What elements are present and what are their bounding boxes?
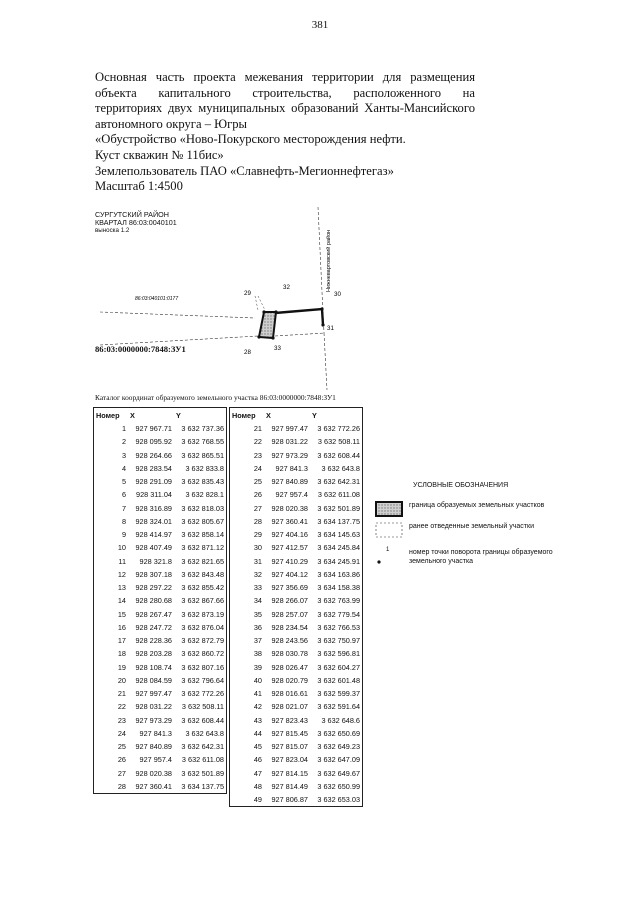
- x-coordinate-cell: 928 316.89: [135, 503, 172, 513]
- y-coordinate-cell: 3 632 608.44: [317, 450, 360, 460]
- x-coordinate-cell: 928 257.07: [271, 609, 308, 619]
- point-number-cell: 36: [253, 622, 262, 632]
- point-number-cell: 48: [253, 781, 262, 791]
- table-row: [94, 462, 227, 475]
- district-label: Нижневартовский район: [326, 229, 332, 292]
- parcel-boundary-line: [275, 333, 325, 336]
- y-coordinate-cell: 3 632 642.31: [181, 742, 224, 752]
- y-coordinate-cell: 3 632 772.26: [317, 424, 360, 434]
- table-row: [94, 674, 227, 687]
- table-row: [230, 555, 363, 568]
- point-number-cell: 8: [121, 516, 126, 526]
- point-number-cell: 38: [253, 649, 262, 659]
- header-y: Y: [312, 410, 317, 420]
- point-number-cell: 24: [117, 728, 126, 738]
- scale-label: Масштаб 1:4500: [95, 179, 183, 194]
- turning-point: [274, 310, 277, 313]
- formed-boundary-symbol: [375, 501, 403, 517]
- y-coordinate-cell: 3 632 650.69: [317, 728, 360, 738]
- y-coordinate-cell: 3 632 843.48: [181, 569, 224, 579]
- header-number: Номер: [232, 410, 256, 420]
- point-number-cell: 23: [253, 450, 262, 460]
- point-number-cell: 17: [117, 636, 126, 646]
- point-number-cell: 28: [253, 516, 262, 526]
- x-coordinate-cell: 928 228.36: [135, 636, 172, 646]
- formed-plot: [259, 312, 276, 338]
- table-row: [94, 449, 227, 462]
- table-row: [94, 687, 227, 700]
- y-coordinate-cell: 3 632 648.6: [321, 715, 360, 725]
- point-number-cell: 4: [121, 463, 126, 473]
- point-number-cell: 37: [253, 636, 262, 646]
- point-number-cell: 9: [121, 530, 126, 540]
- point-number-cell: 35: [253, 609, 262, 619]
- table-row: [230, 661, 363, 674]
- table-row: [230, 435, 363, 448]
- point-number-cell: 40: [253, 675, 262, 685]
- table-row: [230, 621, 363, 634]
- y-coordinate-cell: 3 632 779.54: [317, 609, 360, 619]
- table-row: [94, 780, 227, 794]
- header-x: X: [266, 410, 271, 420]
- title-line-1: Основная часть проекта межевания территории для размещения: [95, 70, 475, 84]
- x-coordinate-cell: 927 997.47: [271, 424, 308, 434]
- x-coordinate-cell: 928 324.01: [135, 516, 172, 526]
- table-row: [94, 647, 227, 660]
- x-coordinate-cell: 928 307.18: [135, 569, 172, 579]
- x-coordinate-cell: 927 410.29: [271, 556, 308, 566]
- legend-point-number: 1: [386, 547, 390, 553]
- table-row: [230, 647, 363, 660]
- table-row: [94, 541, 227, 554]
- turning-point: [321, 323, 324, 326]
- point-number-cell: 21: [117, 689, 126, 699]
- point-number-cell: 10: [117, 543, 126, 553]
- point-number-cell: 18: [117, 649, 126, 659]
- y-coordinate-cell: 3 634 137.75: [317, 516, 360, 526]
- table-row: [94, 634, 227, 647]
- table-row: [94, 568, 227, 581]
- table-row: [230, 714, 363, 727]
- table-row: [230, 462, 363, 475]
- table-row: [94, 608, 227, 621]
- table-row: [94, 581, 227, 594]
- x-coordinate-cell: 927 360.41: [135, 781, 172, 791]
- x-coordinate-cell: 927 997.47: [135, 689, 172, 699]
- x-coordinate-cell: 928 280.68: [135, 596, 172, 606]
- y-coordinate-cell: 3 632 796.64: [181, 675, 224, 685]
- x-coordinate-cell: 927 815.45: [271, 728, 308, 738]
- header-x: X: [130, 410, 135, 420]
- y-coordinate-cell: 3 634 158.38: [317, 583, 360, 593]
- y-coordinate-cell: 3 632 805.67: [181, 516, 224, 526]
- y-coordinate-cell: 3 634 245.91: [317, 556, 360, 566]
- x-coordinate-cell: 928 020.38: [135, 768, 172, 778]
- table-row: [94, 502, 227, 515]
- x-coordinate-cell: 928 095.92: [135, 437, 172, 447]
- x-coordinate-cell: 927 360.41: [271, 516, 308, 526]
- y-coordinate-cell: 3 634 137.75: [181, 781, 224, 791]
- point-number-cell: 41: [253, 689, 262, 699]
- title-line-6: Куст скважин № 11бис»: [95, 147, 224, 162]
- point-number-cell: 26: [117, 755, 126, 765]
- y-coordinate-cell: 3 632 599.37: [317, 689, 360, 699]
- y-coordinate-cell: 3 632 872.79: [181, 636, 224, 646]
- x-coordinate-cell: 927 356.69: [271, 583, 308, 593]
- point-number-cell: 19: [117, 662, 126, 672]
- table-row: [230, 502, 363, 515]
- point-number-cell: 26: [253, 490, 262, 500]
- x-coordinate-cell: 928 266.07: [271, 596, 308, 606]
- x-coordinate-cell: 927 823.43: [271, 715, 308, 725]
- point-number-cell: 45: [253, 742, 262, 752]
- header-y: Y: [176, 410, 181, 420]
- y-coordinate-cell: 3 632 873.19: [181, 609, 224, 619]
- y-coordinate-cell: 3 632 604.27: [317, 662, 360, 672]
- title-line-4: автономного округа – Югры: [95, 116, 248, 131]
- coordinates-table-1: [93, 407, 227, 794]
- x-coordinate-cell: 928 030.78: [271, 649, 308, 659]
- x-coordinate-cell: 928 264.66: [135, 450, 172, 460]
- x-coordinate-cell: 927 957.4: [275, 490, 308, 500]
- point-number-cell: 14: [117, 596, 126, 606]
- x-coordinate-cell: 928 016.61: [271, 689, 308, 699]
- x-coordinate-cell: 928 026.47: [271, 662, 308, 672]
- x-coordinate-cell: 928 020.38: [271, 503, 308, 513]
- y-coordinate-cell: 3 632 818.03: [181, 503, 224, 513]
- y-coordinate-cell: 3 632 501.89: [317, 503, 360, 513]
- table-row: [230, 700, 363, 713]
- x-coordinate-cell: 928 311.04: [136, 490, 172, 500]
- point-number-cell: 33: [253, 583, 262, 593]
- y-coordinate-cell: 3 632 821.65: [181, 556, 224, 566]
- title-line-5: «Обустройство «Ново-Покурского месторождения нефти.: [95, 132, 406, 147]
- table-row: [230, 541, 363, 554]
- table-row: [94, 528, 227, 541]
- table-header-row: [230, 408, 363, 423]
- table-row: [94, 475, 227, 488]
- table-row: [230, 581, 363, 594]
- point-number-cell: 11: [118, 556, 126, 566]
- point-number-cell: 7: [121, 503, 126, 513]
- x-coordinate-cell: 928 267.47: [135, 609, 172, 619]
- x-coordinate-cell: 927 412.57: [271, 543, 308, 553]
- y-coordinate-cell: 3 632 833.8: [185, 463, 224, 473]
- x-coordinate-cell: 927 814.15: [271, 768, 308, 778]
- parcel-boundary-line: [100, 312, 255, 318]
- x-coordinate-cell: 928 108.74: [135, 662, 172, 672]
- x-coordinate-cell: 928 283.54: [135, 463, 172, 473]
- legend-item-label: граница образуемых земельных участков: [409, 502, 545, 509]
- x-coordinate-cell: 928 321.8: [139, 556, 172, 566]
- point-number-cell: 30: [253, 543, 262, 553]
- legend-title: УСЛОВНЫЕ ОБОЗНАЧЕНИЯ: [413, 482, 509, 489]
- point-number-cell: 3: [121, 450, 126, 460]
- table-row: [94, 767, 227, 780]
- table-row: [230, 727, 363, 740]
- plot-id-label: 86:03:0000000:7848:ЗУ1: [95, 344, 186, 354]
- x-coordinate-cell: 927 973.29: [135, 715, 172, 725]
- y-coordinate-cell: 3 632 649.67: [317, 768, 360, 778]
- y-coordinate-cell: 3 632 642.31: [317, 477, 360, 487]
- y-coordinate-cell: 3 632 508.11: [317, 437, 360, 447]
- y-coordinate-cell: 3 632 643.8: [321, 463, 360, 473]
- turning-point: [262, 310, 265, 313]
- point-number-cell: 34: [253, 596, 262, 606]
- point-number-cell: 25: [117, 742, 126, 752]
- point-label: 31: [327, 325, 334, 332]
- x-coordinate-cell: 928 234.54: [271, 622, 308, 632]
- point-number-cell: 27: [253, 503, 262, 513]
- y-coordinate-cell: 3 632 828.1: [185, 490, 224, 500]
- y-coordinate-cell: 3 632 608.44: [181, 715, 224, 725]
- y-coordinate-cell: 3 632 653.03: [317, 795, 360, 805]
- x-coordinate-cell: 928 021.07: [271, 702, 308, 712]
- parcel-boundary-line: [324, 333, 327, 390]
- page-number: 381: [311, 19, 329, 31]
- table-row: [94, 700, 227, 713]
- table-row: [230, 488, 363, 501]
- point-number-cell: 39: [253, 662, 262, 672]
- point-number-cell: 12: [117, 569, 126, 579]
- y-coordinate-cell: 3 632 763.99: [317, 596, 360, 606]
- point-number-cell: 16: [117, 622, 126, 632]
- table-row: [230, 780, 363, 793]
- parcel-boundary-line: [255, 296, 258, 310]
- x-coordinate-cell: 928 084.59: [135, 675, 172, 685]
- x-coordinate-cell: 928 407.49: [135, 543, 172, 553]
- turning-point: [271, 336, 274, 339]
- y-coordinate-cell: 3 632 855.42: [181, 583, 224, 593]
- y-coordinate-cell: 3 632 501.89: [181, 768, 224, 778]
- point-number-cell: 23: [117, 715, 126, 725]
- y-coordinate-cell: 3 632 876.04: [181, 622, 224, 632]
- point-number-cell: 46: [253, 755, 262, 765]
- y-coordinate-cell: 3 632 508.11: [181, 702, 224, 712]
- y-coordinate-cell: 3 632 591.64: [317, 702, 360, 712]
- point-label: 33: [274, 345, 281, 352]
- x-coordinate-cell: 927 806.87: [271, 795, 308, 805]
- x-coordinate-cell: 927 967.71: [135, 424, 172, 434]
- point-number-cell: 32: [253, 569, 262, 579]
- table-row: [94, 435, 227, 448]
- table-row: [94, 714, 227, 727]
- y-coordinate-cell: 3 632 860.72: [181, 649, 224, 659]
- point-number-cell: 15: [117, 609, 126, 619]
- table-row: [230, 594, 363, 607]
- point-number-cell: 47: [253, 768, 262, 778]
- y-coordinate-cell: 3 632 737.36: [181, 424, 224, 434]
- x-coordinate-cell: 927 841.3: [139, 728, 172, 738]
- point-label: 28: [244, 349, 251, 356]
- point-number-cell: 5: [121, 477, 126, 487]
- table-row: [94, 594, 227, 607]
- header-number: Номер: [96, 410, 120, 420]
- x-coordinate-cell: 928 297.22: [135, 583, 172, 593]
- title-line-7: Землепользователь ПАО «Славнефть-Мегионнефтегаз»: [95, 163, 394, 178]
- point-label: 32: [283, 284, 290, 291]
- table-row: [230, 608, 363, 621]
- y-coordinate-cell: 3 632 835.43: [181, 477, 224, 487]
- x-coordinate-cell: 928 291.09: [135, 477, 172, 487]
- table-row: [230, 753, 363, 766]
- x-coordinate-cell: 928 243.56: [271, 636, 308, 646]
- region-label: СУРГУТСКИЙ РАЙОН: [95, 210, 169, 219]
- table-row: [94, 753, 227, 766]
- allotted-parcel-symbol: [375, 522, 403, 538]
- x-coordinate-cell: 928 020.79: [271, 675, 308, 685]
- table-row: [230, 515, 363, 528]
- y-coordinate-cell: 3 634 145.63: [317, 530, 360, 540]
- x-coordinate-cell: 927 840.89: [271, 477, 308, 487]
- y-coordinate-cell: 3 632 611.08: [317, 490, 360, 500]
- legend-item-label: номер точки поворота границы образуемого земельного участка: [409, 549, 553, 565]
- y-coordinate-cell: 3 632 643.8: [185, 728, 224, 738]
- table-row: [94, 661, 227, 674]
- x-coordinate-cell: 927 814.49: [271, 781, 308, 791]
- table-row: [230, 449, 363, 462]
- x-coordinate-cell: 927 957.4: [139, 755, 172, 765]
- point-number-cell: 1: [121, 424, 126, 434]
- y-coordinate-cell: 3 632 647.09: [317, 755, 360, 765]
- x-coordinate-cell: 927 841.3: [275, 463, 308, 473]
- table-row: [94, 488, 227, 501]
- point-number-cell: 22: [253, 437, 262, 447]
- district-boundary-line: [318, 207, 322, 292]
- y-coordinate-cell: 3 632 601.48: [317, 675, 360, 685]
- point-number-cell: 20: [117, 675, 126, 685]
- x-coordinate-cell: 928 203.28: [135, 649, 172, 659]
- table-row: [94, 555, 227, 568]
- title-line-2: объекта капитального строительства, расположенного на: [95, 85, 475, 100]
- table-row: [230, 422, 363, 435]
- catalog-caption: Каталог координат образуемого земельного участка 86:03:0000000:7848:ЗУ1: [95, 393, 336, 402]
- point-number-cell: 31: [253, 556, 262, 566]
- point-number-cell: 21: [253, 424, 262, 434]
- x-coordinate-cell: 927 815.07: [271, 742, 308, 752]
- y-coordinate-cell: 3 632 766.53: [317, 622, 360, 632]
- point-label: 30: [334, 291, 341, 298]
- table-row: [230, 475, 363, 488]
- parcel-boundary-line: [258, 296, 265, 310]
- point-number-cell: 43: [253, 715, 262, 725]
- access-road-boundary: [275, 309, 323, 325]
- title-line-3: территориях двух муниципальных образований Ханты-Мансийского: [95, 101, 475, 116]
- x-coordinate-cell: 928 031.22: [135, 702, 172, 712]
- coordinates-table-2: [229, 407, 363, 807]
- table-row: [94, 727, 227, 740]
- x-coordinate-cell: 928 247.72: [135, 622, 172, 632]
- table-row: [230, 740, 363, 753]
- x-coordinate-cell: 927 404.12: [271, 569, 308, 579]
- callout-label: выноска 1.2: [95, 227, 130, 234]
- table-row: [94, 621, 227, 634]
- table-row: [94, 422, 227, 435]
- point-number-cell: 29: [253, 530, 262, 540]
- x-coordinate-cell: 927 404.16: [271, 530, 308, 540]
- y-coordinate-cell: 3 632 871.12: [181, 543, 224, 553]
- y-coordinate-cell: 3 632 650.99: [317, 781, 360, 791]
- point-number-cell: 42: [253, 702, 262, 712]
- table-row: [230, 528, 363, 541]
- quarter-label: КВАРТАЛ 86:03:0040101: [95, 218, 177, 227]
- table-row: [94, 740, 227, 753]
- point-number-cell: 27: [117, 768, 126, 778]
- table-row: [230, 568, 363, 581]
- point-number-cell: 22: [117, 702, 126, 712]
- point-number-cell: 6: [121, 490, 126, 500]
- y-coordinate-cell: 3 632 867.66: [181, 596, 224, 606]
- turning-point: [257, 335, 260, 338]
- y-coordinate-cell: 3 632 750.97: [317, 636, 360, 646]
- y-coordinate-cell: 3 632 858.14: [181, 530, 224, 540]
- y-coordinate-cell: 3 632 807.16: [181, 662, 224, 672]
- x-coordinate-cell: 927 973.29: [271, 450, 308, 460]
- x-coordinate-cell: 927 840.89: [135, 742, 172, 752]
- point-number-cell: 25: [253, 477, 262, 487]
- x-coordinate-cell: 928 414.97: [135, 530, 172, 540]
- turning-point: [320, 307, 323, 310]
- y-coordinate-cell: 3 634 163.86: [317, 569, 360, 579]
- table-row: [230, 634, 363, 647]
- parcel-number-label: 86:03:040101:0177: [135, 296, 179, 302]
- y-coordinate-cell: 3 634 245.84: [317, 543, 360, 553]
- cadastral-map: [0, 0, 640, 400]
- point-number-cell: 24: [253, 463, 262, 473]
- y-coordinate-cell: 3 632 865.51: [181, 450, 224, 460]
- x-coordinate-cell: 927 823.04: [271, 755, 308, 765]
- point-number-cell: 2: [121, 437, 126, 447]
- table-row: [230, 767, 363, 780]
- point-number-cell: 13: [117, 583, 126, 593]
- y-coordinate-cell: 3 632 772.26: [181, 689, 224, 699]
- table-row: [230, 687, 363, 700]
- y-coordinate-cell: 3 632 596.81: [317, 649, 360, 659]
- y-coordinate-cell: 3 632 768.55: [181, 437, 224, 447]
- y-coordinate-cell: 3 632 649.23: [317, 742, 360, 752]
- table-row: [230, 793, 363, 807]
- x-coordinate-cell: 928 031.22: [271, 437, 308, 447]
- table-row: [94, 515, 227, 528]
- point-number-cell: 28: [117, 781, 126, 791]
- table-header-row: [94, 408, 227, 423]
- y-coordinate-cell: 3 632 611.08: [181, 755, 224, 765]
- point-label: 29: [244, 290, 251, 297]
- point-number-cell: 49: [253, 795, 262, 805]
- legend-item-label: ранее отведенные земельный участки: [409, 523, 534, 530]
- point-number-cell: 44: [253, 728, 262, 738]
- table-row: [230, 674, 363, 687]
